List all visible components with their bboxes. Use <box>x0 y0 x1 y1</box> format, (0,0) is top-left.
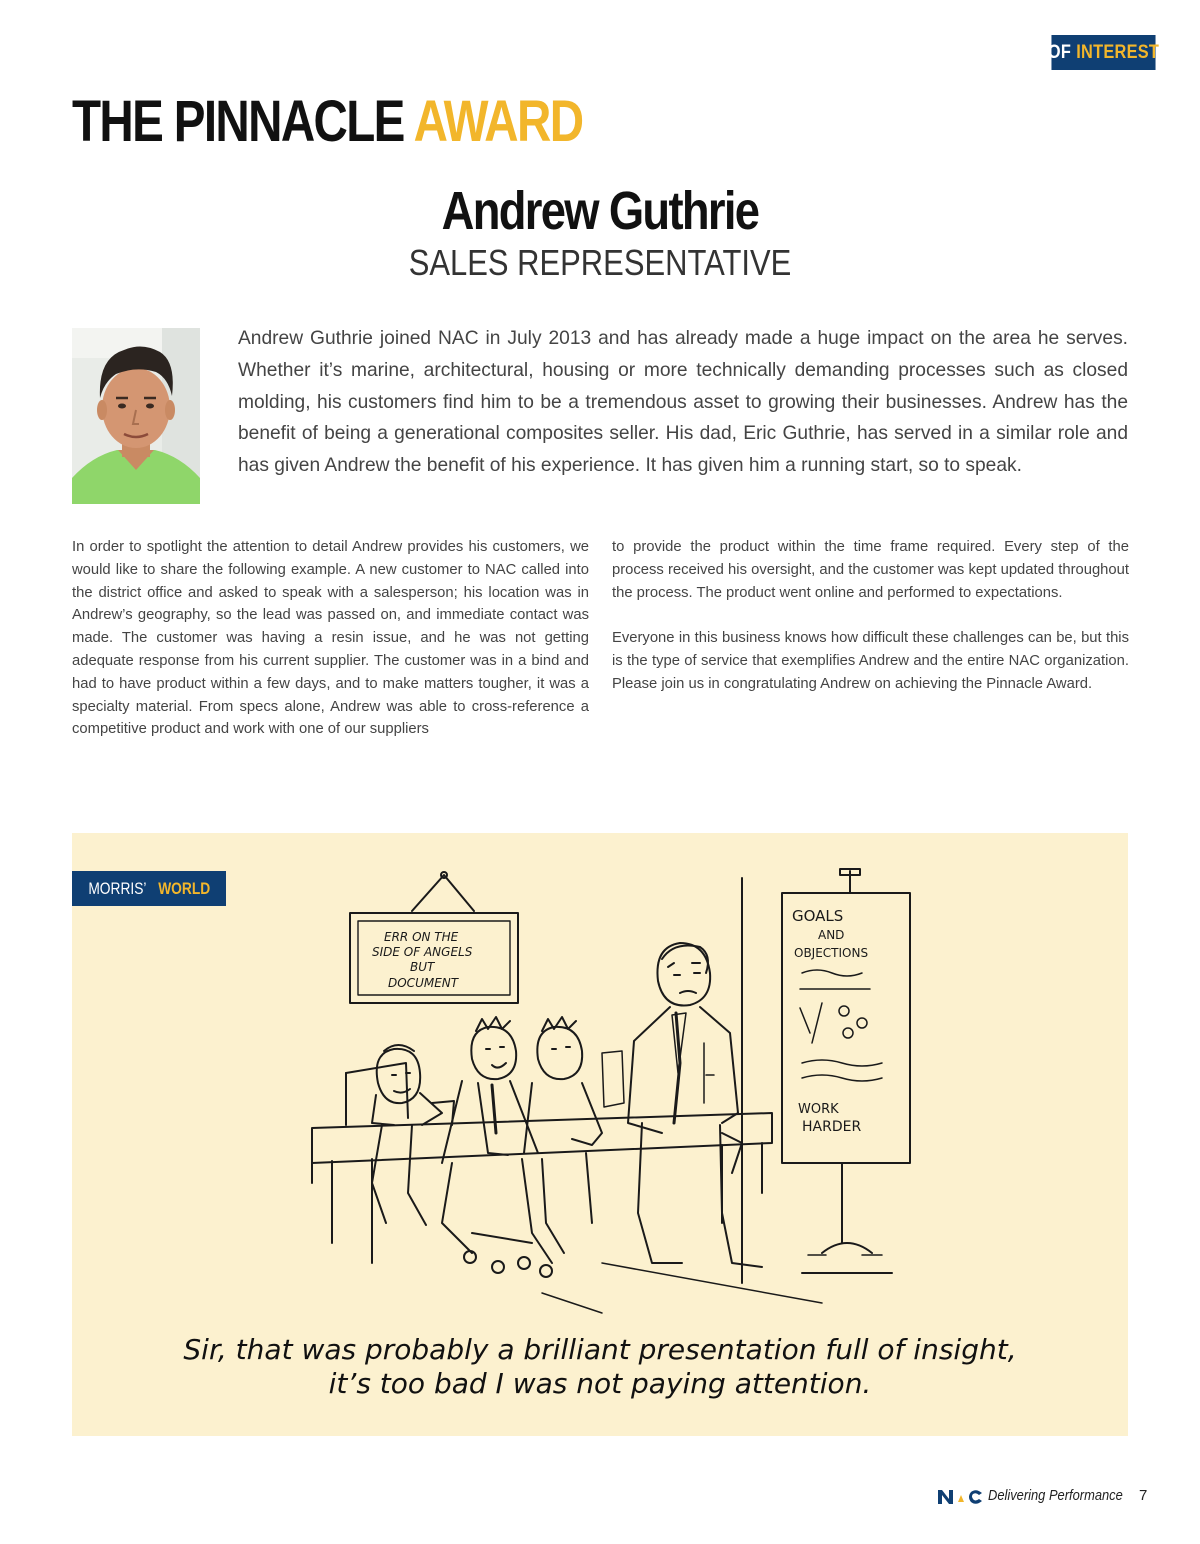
board-title-2: AND <box>818 928 845 942</box>
article-paragraph: In order to spotlight the attention to detail Andrew provides his customers, we would like to share the following example. A new customer to NAC called into the district office and asked to speak with a salesperson; his location was in Andrew’s geography, so the lead was passed on, and immediate contact was made. The customer was having a resin issue, and he was not getting adequate response from his current supplier. The customer was in a bind and had to have product within a few days, and to make matters tougher, it was a specialty material. From specs alone, Andrew was able to cross-reference a competitive product and work with one of our suppliers <box>72 539 589 738</box>
portrait-photo <box>72 328 200 504</box>
cartoon-section-label <box>72 871 226 906</box>
article-column-left <box>72 536 589 764</box>
seated-man-right <box>524 1017 624 1253</box>
page-title <box>72 88 582 155</box>
page-footer <box>936 1486 1156 1508</box>
section-tag <box>1047 35 1160 70</box>
page-number: 7 <box>1139 1487 1148 1504</box>
sign-line-4: DOCUMENT <box>388 976 459 990</box>
board-title-1: GOALS <box>792 907 844 925</box>
article-paragraph: to provide the product within the time frame required. Every step of the process received his oversight, and the customer was kept updated throughout the process. The product went online and performed to expectations. <box>612 539 1129 601</box>
cartoon-caption-line-2: it’s too bad I was not paying attention. <box>328 1367 872 1400</box>
board-bottom-1: WORK <box>798 1102 839 1117</box>
board-title-3: OBJECTIONS <box>794 946 869 960</box>
wall-sign <box>350 872 518 1003</box>
sign-line-3: BUT <box>410 960 435 974</box>
page-title-accent: AWARD <box>413 89 583 154</box>
sign-line-2: SIDE OF ANGELS <box>372 945 473 959</box>
nac-logo-icon <box>936 1488 984 1506</box>
sign-line-1: ERR ON THE <box>384 930 459 944</box>
article-paragraph: Everyone in this business knows how difficult these challenges can be, but this is the type of service that exemplifies Andrew and the entire NAC organization. Please join us in congratulating Andrew on achieving the Pinnacle Award. <box>612 630 1129 692</box>
cartoon-section-prefix: MORRIS’ <box>88 878 147 898</box>
footer-tagline: Delivering Performance <box>988 1487 1123 1504</box>
intro-paragraph: Andrew Guthrie joined NAC in July 2013 and has already made a huge impact on the area he serves. Whether it’s marine, architectural, housing or more technically demanding processes such as closed molding, his customers find him to be a tremendous asset to growing their businesses. Andrew has the benefit of being a generational composites seller. His dad, Eric Guthrie, has served in a similar role and has given Andrew the benefit of his experience. It has given him a running start, so to speak. <box>238 328 1128 477</box>
person-role: SALES REPRESENTATIVE <box>408 242 792 283</box>
section-tag-accent: INTEREST <box>1076 41 1160 63</box>
cartoon-caption-line-1: Sir, that was probably a brilliant presentation full of insight, <box>183 1333 1017 1366</box>
cartoon-caption <box>72 1333 1128 1401</box>
cartoon-illustration <box>302 863 922 1323</box>
person-name: Andrew Guthrie <box>441 181 759 241</box>
cartoon-section-accent: WORLD <box>157 878 211 898</box>
page-title-main: THE PINNACLE <box>72 89 404 154</box>
board-bottom-2: HARDER <box>802 1119 862 1135</box>
seated-man-center <box>442 1017 552 1277</box>
goals-board <box>782 869 910 1273</box>
section-tag-prefix: OF <box>1047 41 1072 63</box>
cartoon-panel <box>72 833 1128 1436</box>
seated-man-left <box>372 1045 454 1225</box>
article-column-right <box>612 536 1129 719</box>
